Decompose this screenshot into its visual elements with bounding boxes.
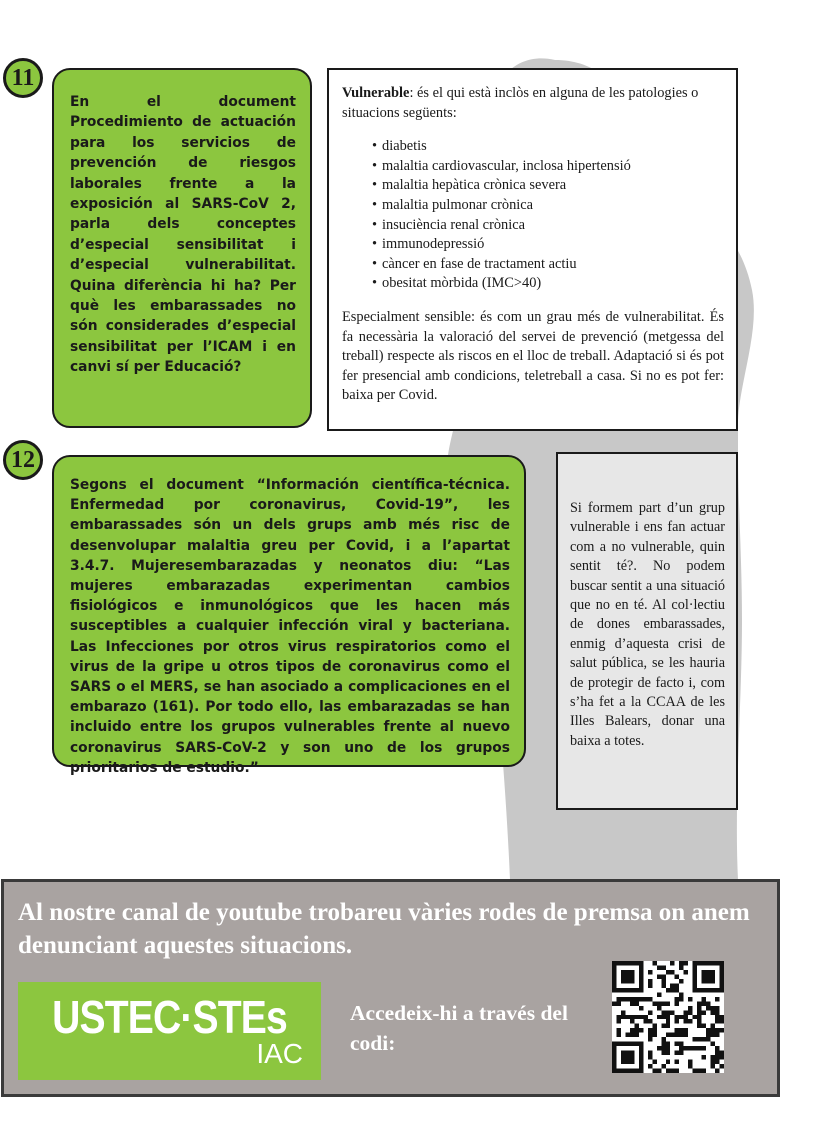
condition-item: • malaltia pulmonar crònica: [372, 196, 724, 216]
question-number-12: 12: [3, 440, 43, 480]
vulnerable-definition: [342, 84, 724, 123]
ustec-stes-logo: [18, 982, 321, 1080]
question-12-box: [52, 455, 526, 776]
condition-item: • malaltia cardiovascular, inclosa hipertensió: [372, 157, 724, 177]
question-11-text: En el document Procedimiento de actuación para los servicios de prevención de riesgos laborales frente a la exposición al SARS-CoV 2, parla dels conceptes d’especial sensibilitat i d’especial vulnerabilitat. Quina diferència hi ha? Per què les embarassades no són considerades d’especial sensibilitat per l’ICAM i en canvi sí per Educació?: [70, 94, 296, 376]
condition-item: • obesitat mòrbida (IMC>40): [372, 274, 724, 294]
logo-main-text: USTEC·STEs: [52, 991, 287, 1043]
vulnerable-term: Vulnerable: [342, 85, 410, 101]
answer-12-text: Si formem part d’un grup vulnerable i ens fan actuar com a no vulnerable, quin sentit té?. No podem buscar sentit a una situació que no en té. Al col·lectiu de dones embarassades, enmig d’aquesta crisi de salut pública, se les hauria de protegir de facto i, com s’ha fet a la CCAA de les Illes Balears, donar una baixa a totes.: [570, 500, 725, 749]
logo-sub-text: IAC: [256, 1038, 303, 1069]
banner-text: Al nostre canal de youtube trobareu vàries rodes de premsa on anem denunciant aquestes situacions.: [18, 899, 750, 959]
conditions-list: [342, 137, 724, 294]
condition-item: • malaltia hepàtica crònica severa: [372, 176, 724, 196]
youtube-banner: [1, 879, 780, 1097]
question-11-box: [52, 68, 312, 428]
vulnerable-definition-text: : és el qui està inclòs en alguna de les patologies o situacions següents:: [342, 85, 699, 121]
answer-11-box: [327, 68, 738, 431]
condition-item: • insuciència renal crònica: [372, 216, 724, 236]
condition-item: • càncer en fase de tractament actiu: [372, 255, 724, 275]
qr-code[interactable]: [612, 961, 724, 1073]
condition-item: • immunodepressió: [372, 235, 724, 255]
condition-item: • diabetis: [372, 137, 724, 157]
banner-call-to-action: Accedeix-hi a través del codi:: [350, 1001, 568, 1055]
answer-12-box: [556, 452, 738, 810]
question-12-text: Segons el document “Información científica-técnica. Enfermedad por coronavirus, Covid-19”, les embarassades són un dels grups amb més risc de desenvolupar malaltia greu per Covid, i a l’apartat 3.4.7. Mujeresembarazadas y neonatos diu: “Las mujeres embarazadas experimentan cambios fisiológicos e inmunológicos que les hacen más susceptibles a cualquier infección viral y bacteriana. Las Infecciones por otros virus respiratorios como el virus de la gripe u otros tipos de coronavirus como el SARS o el MERS, se han asociado a complicaciones en el embarazo (161). Por todo ello, las embarazadas se han incluido entre los grupos vulnerables frente al nuevo coronavirus SARS-CoV-2 y son uno de los grupos prioritarios de estudio.”: [70, 477, 510, 776]
special-sensitivity-definition: Especialment sensible: és com un grau més de vulnerabilitat. És fa necessària la valoració del servei de prevenció (metgessa del treball) respecte als riscos en el lloc de treball. Adaptació si és pot fer presencial amb condicions, teletreball a casa. Si no es pot fer: baixa per Covid.: [342, 308, 724, 404]
question-number-11: 11: [3, 58, 43, 98]
